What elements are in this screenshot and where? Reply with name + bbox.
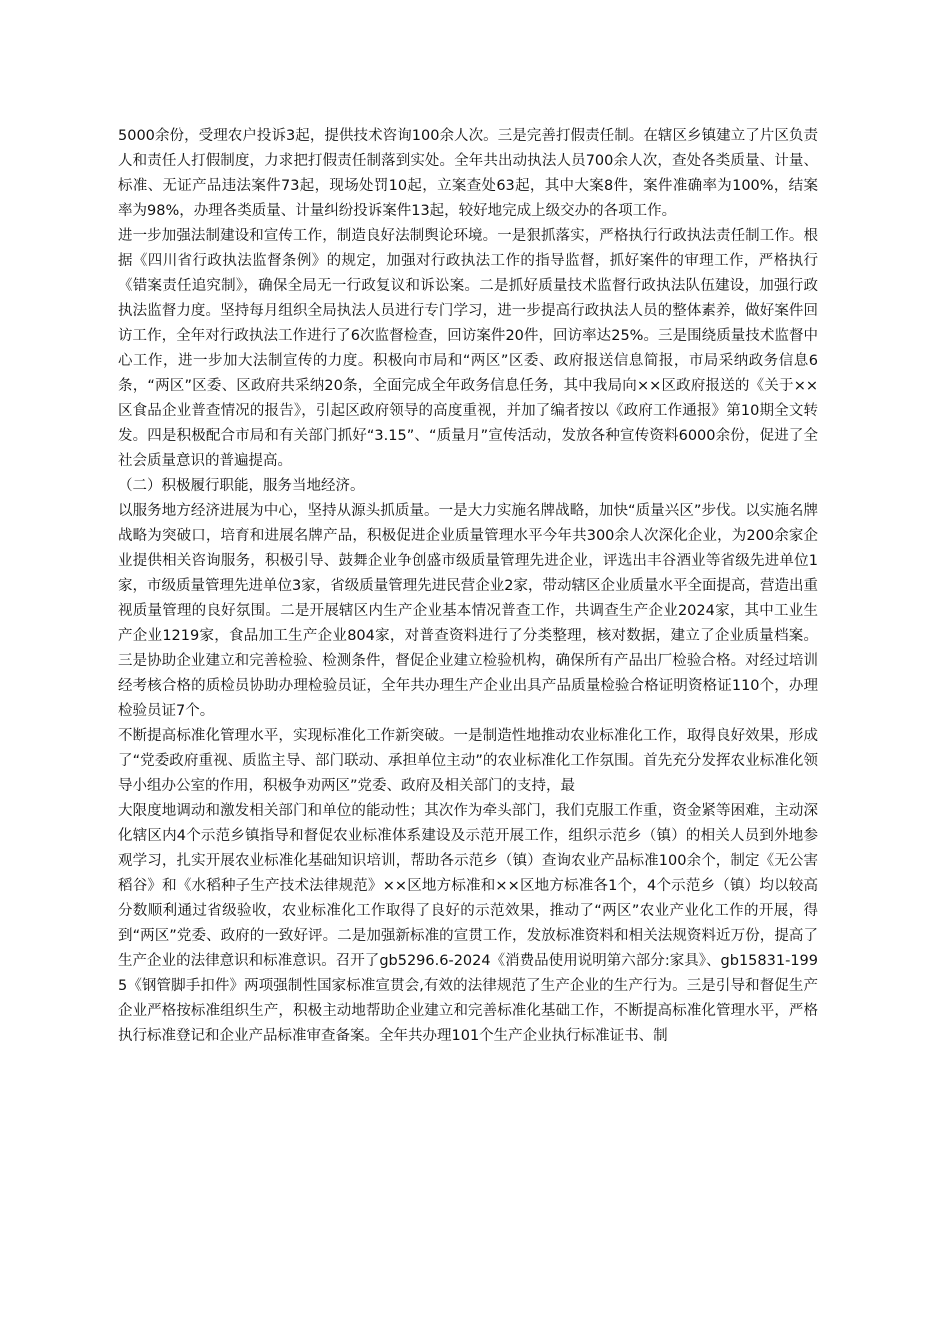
paragraph-legal-publicity: 进一步加强法制建设和宣传工作，制造良好法制舆论环境。一是狠抓落实，严格执行行政执法责任制工作。根据《四川省行政执法监督条例》的规定，加强对行政执法工作的指导监督，抓好案件的审理工作，严格执行《错案责任追究制》，确保全局无一行政复议和诉讼案。二是抓好质量技术监督行政执法队伍建设，加强行政执法监督力度。坚持每月组织全局执法人员进行专门学习，进一步提高行政执法人员的整体素养，做好案件回访工作，全年对行政执法工作进行了6次监督检查，回访案件20件，回访率达25%。三是围绕质量技术监督中心工作，进一步加大法制宣传的力度。积极向市局和“两区”区委、政府报送信息简报，市局采纳政务信息6条，“两区”区委、区政府共采纳20条，全面完成全年政务信息任务，其中我局向××区政府报送的《关于××区食品企业普查情况的报告》，引起区政府领导的高度重视，并加了编者按以《政府工作通报》第10期全文转发。四是积极配合市局和有关部门抓好“3.15”、“质量月”宣传活动，发放各种宣传资料6000余份，促进了全社会质量意识的普遍提高。 — [118, 228, 818, 469]
paragraph-standardization-details: 大限度地调动和激发相关部门和单位的能动性；其次作为牵头部门，我们克服工作重，资金紧等困难，主动深化辖区内4个示范乡镇指导和督促农业标准体系建设及示范开展工作，组织示范乡（镇）的相关人员到外地参观学习，扎实开展农业标准化基础知识培训，帮助各示范乡（镇）查询农业产品标准100余个，制定《无公害稻谷》和《水稻种子生产技术法律规范》××区地方标准和××区地方标准各1个，4个示范乡（镇）均以较高分数顺利通过省级验收，农业标准化工作取得了良好的示范效果，推动了“两区”农业产业化工作的开展，得到“两区”党委、政府的一致好评。二是加强新标准的宣贯工作，发放标准资料和相关法规资料近万份，提高了生产企业的法律意识和标准意识。召开了gb5296.6-2024《消费品使用说明第六部分:家具》、gb15831-1995《钢管脚手扣件》两项强制性国家标准宣贯会,有效的法律规范了生产企业的生产行为。三是引导和督促生产企业严格按标准组织生产，积极主动地帮助企业建立和完善标准化基础工作，不断提高标准化管理水平，严格执行标准登记和企业产品标准审查备案。全年共办理101个生产企业执行标准证书、制 — [118, 803, 818, 1044]
paragraph-standardization-intro: 不断提高标准化管理水平，实现标准化工作新突破。一是制造性地推动农业标准化工作，取得良好效果，形成了“党委政府重视、质监主导、部门联动、承担单位主动”的农业标准化工作氛围。首先充分发挥农业标准化领导小组办公室的作用，积极争劝两区”党委、政府及相关部门的支持，最 — [118, 728, 818, 794]
document-body — [118, 124, 818, 1049]
paragraph-complaints-enforcement: 5000余份，受理农户投诉3起，提供技术咨询100余人次。三是完善打假责任制。在辖区乡镇建立了片区负责人和责任人打假制度，力求把打假责任制落到实处。全年共出动执法人员700余人次，查处各类质量、计量、标准、无证产品违法案件73起，现场处罚10起，立案查处63起，其中大案8件，案件准确率为100%，结案率为98%，办理各类质量、计量纠纷投诉案件13起，较好地完成上级交办的各项工作。 — [118, 128, 818, 219]
paragraph-brand-strategy: 以服务地方经济进展为中心，坚持从源头抓质量。一是大力实施名牌战略，加快“质量兴区”步伐。以实施名牌战略为突破口，培育和进展名牌产品，积极促进企业质量管理水平今年共300余人次深化企业，为200余家企业提供相关咨询服务，积极引导、鼓舞企业争创盛市级质量管理先进企业，评选出丰谷酒业等省级先进单位1家，市级质量管理先进单位3家，省级质量管理先进民营企业2家，带动辖区企业质量水平全面提高，营造出重视质量管理的良好氛围。二是开展辖区内生产企业基本情况普查工作，共调查生产企业2024家，其中工业生产企业1219家，食品加工生产企业804家，对普查资料进行了分类整理，核对数据，建立了企业质量档案。三是协助企业建立和完善检验、检测条件，督促企业建立检验机构，确保所有产品出厂检验合格。对经过培训经考核合格的质检员协助办理检验员证，全年共办理生产企业出具产品质量检验合格证明资格证110个，办理检验员证7个。 — [118, 503, 818, 719]
section-heading-serve-economy: （二）积极履行职能，服务当地经济。 — [118, 478, 365, 494]
